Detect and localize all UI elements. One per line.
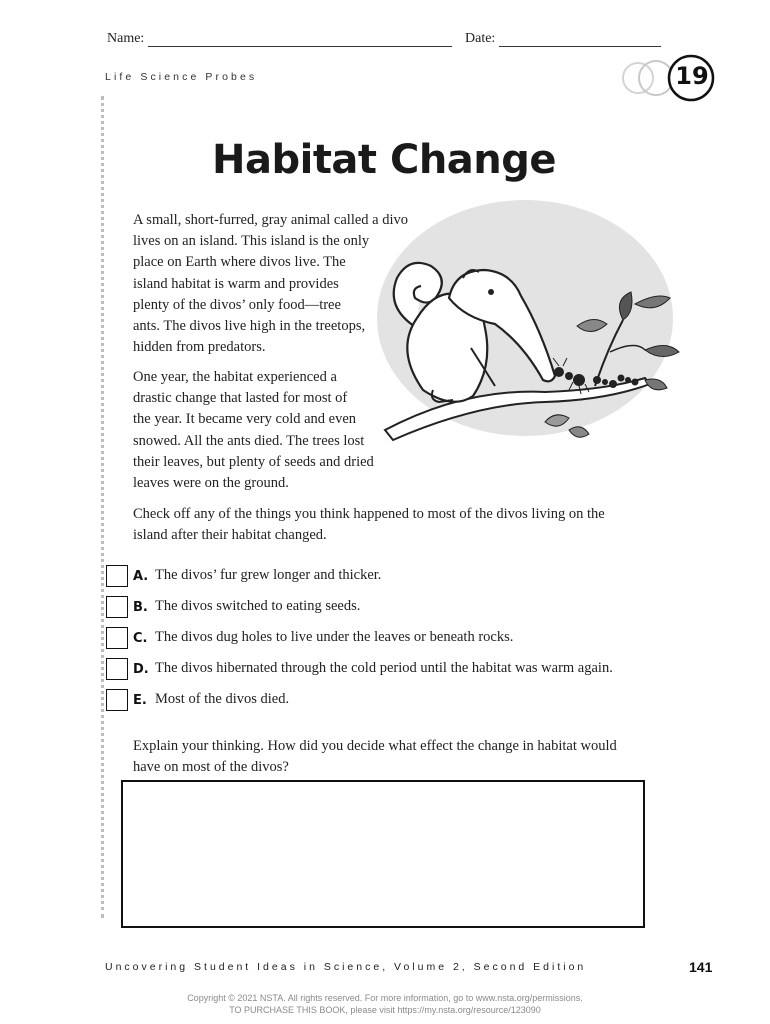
story-line: One year, the habitat experienced a — [133, 369, 337, 385]
story-line: leaves were on the ground. — [133, 475, 289, 492]
check-prompt — [133, 504, 605, 546]
story-line: place on Earth where divos live. The — [133, 254, 346, 271]
story-line: snowed. All the ants died. The trees lost — [133, 432, 365, 449]
option-b-letter: B. — [133, 600, 148, 615]
explanation-answer-box[interactable] — [121, 780, 645, 928]
name-label: Name: — [107, 31, 145, 46]
option-a-text: The divos’ fur grew longer and thicker. — [155, 567, 382, 583]
option-a-checkbox[interactable] — [106, 565, 128, 587]
section-label: Life Science Probes — [105, 71, 258, 83]
explain-line: have on most of the divos? — [133, 759, 289, 776]
dotted-margin-rule — [101, 96, 104, 918]
page-title: Habitat Change — [212, 137, 557, 183]
option-b-text: The divos switched to eating seeds. — [155, 598, 361, 614]
explain-line: Explain your thinking. How did you decide what effect the change in habitat would — [133, 738, 617, 754]
option-b-checkbox[interactable] — [106, 596, 128, 618]
story-line: the year. It became very cold and even — [133, 411, 357, 428]
option-d-checkbox[interactable] — [106, 658, 128, 680]
option-d-letter: D. — [133, 662, 149, 677]
explain-prompt — [133, 736, 617, 778]
story-line: island habitat is warm and provides — [133, 275, 339, 292]
option-d-text: The divos hibernated through the cold period until the habitat was warm again. — [155, 660, 613, 676]
book-title: Uncovering Student Ideas in Science, Volume 2, Second Edition — [105, 961, 587, 973]
story-line: drastic change that lasted for most of — [133, 390, 348, 407]
story-line: lives on an island. This island is the only — [133, 233, 370, 250]
option-e-checkbox[interactable] — [106, 689, 128, 711]
story-line: hidden from predators. — [133, 339, 266, 356]
option-c-letter: C. — [133, 631, 148, 646]
story-line: A small, short-furred, gray animal called a divo — [133, 212, 409, 228]
page-number: 141 — [689, 959, 713, 975]
option-e-letter: E. — [133, 693, 147, 708]
story-line: their leaves, but plenty of seeds and dried — [133, 453, 374, 470]
probe-number: 19 — [675, 62, 709, 90]
story-paragraph-1 — [133, 210, 408, 358]
date-field[interactable] — [499, 46, 661, 47]
prompt-line: island after their habitat changed. — [133, 527, 327, 544]
option-c-text: The divos dug holes to live under the leaves or beneath rocks. — [155, 629, 514, 645]
copyright-notice — [0, 992, 770, 1016]
story-line: plenty of the divos’ only food—tree — [133, 296, 341, 313]
copyright-line-2: TO PURCHASE THIS BOOK, please visit https://my.nsta.org/resource/123090 — [229, 1005, 541, 1015]
story-paragraph-2 — [133, 367, 374, 494]
prompt-line: Check off any of the things you think happened to most of the divos living on the — [133, 506, 605, 522]
option-a-letter: A. — [133, 569, 149, 584]
copyright-line-1: Copyright © 2021 NSTA. All rights reserved. For more information, go to www.nsta.org/permissions. — [187, 993, 583, 1003]
story-line: ants. The divos live high in the treetops, — [133, 318, 366, 335]
date-label: Date: — [465, 31, 496, 46]
name-field[interactable] — [148, 46, 452, 47]
option-c-checkbox[interactable] — [106, 627, 128, 649]
option-e-text: Most of the divos died. — [155, 691, 290, 707]
